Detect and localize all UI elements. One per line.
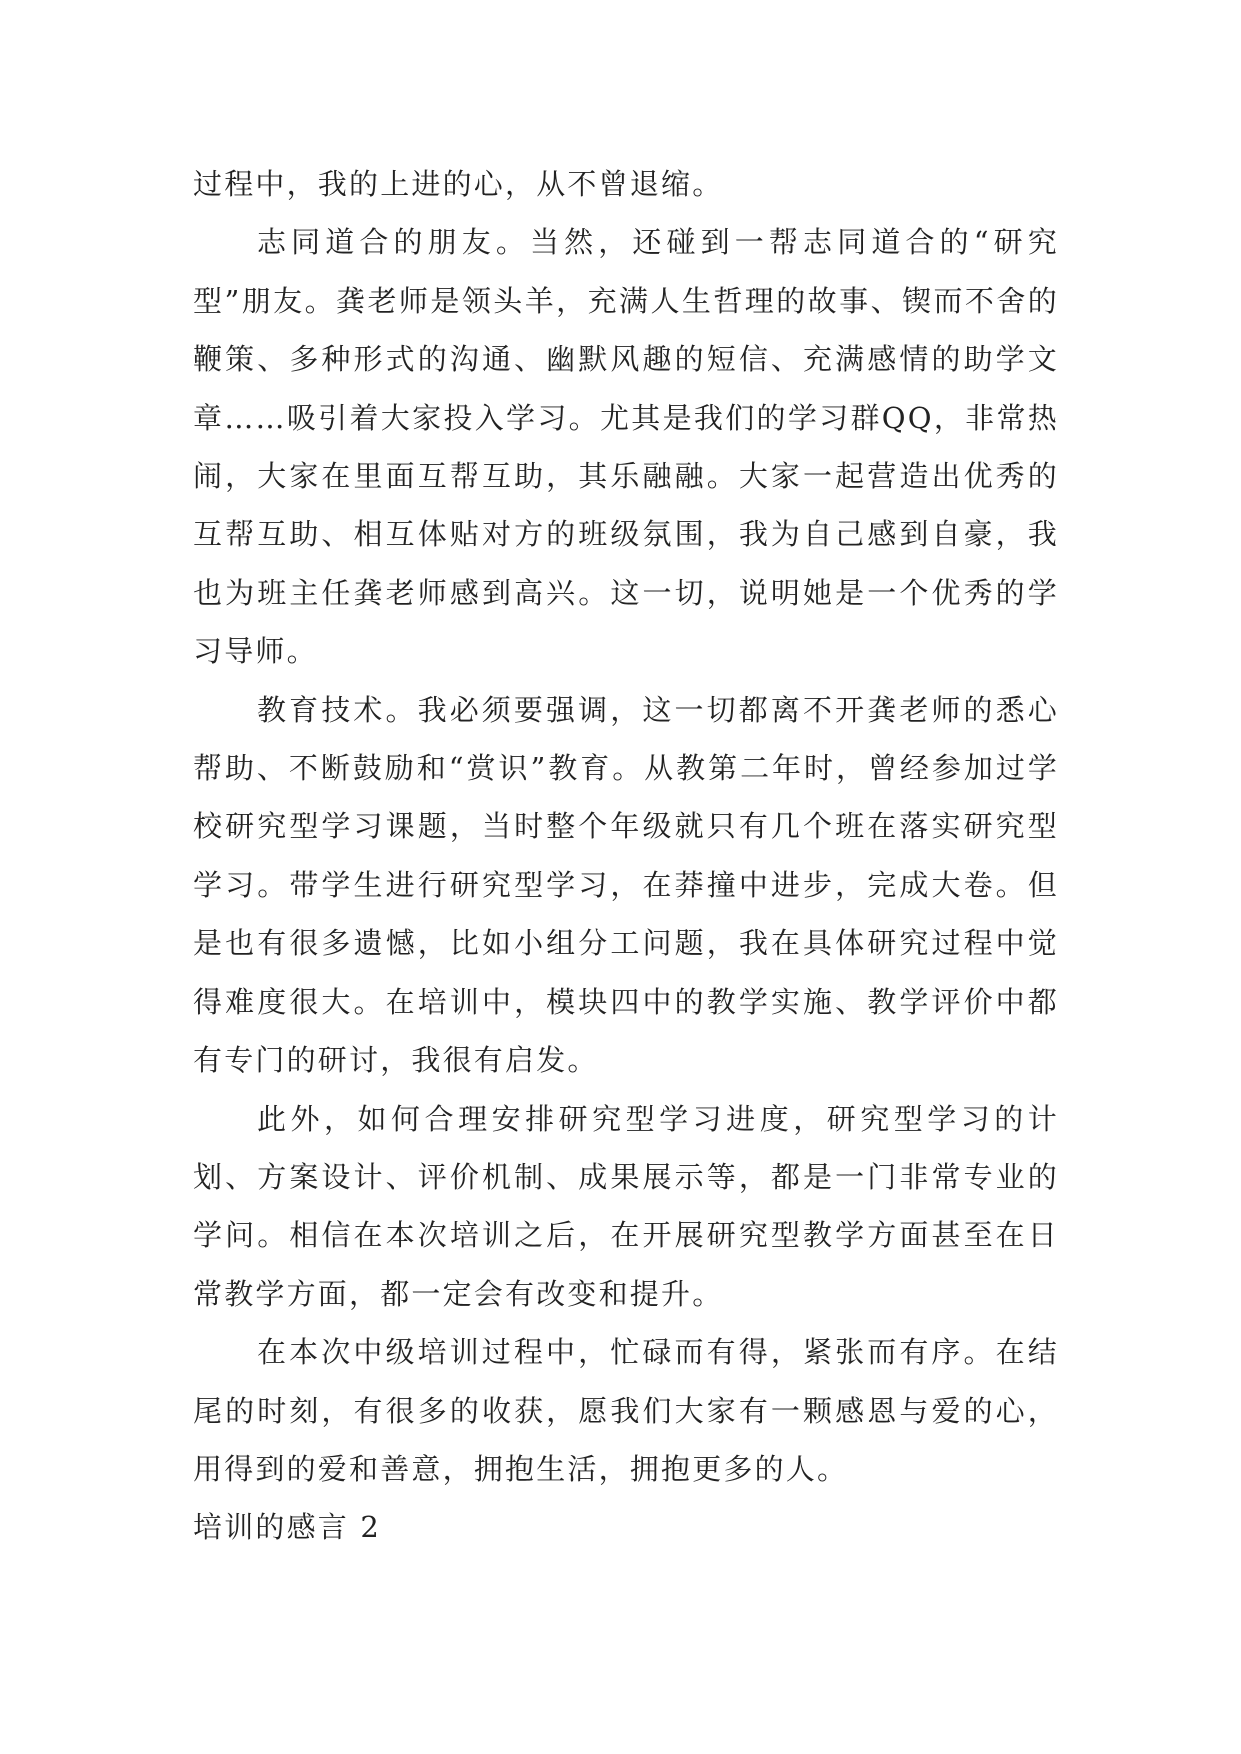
- paragraph-conclusion: 在本次中级培训过程中，忙碌而有得，紧张而有序。在结尾的时刻，有很多的收获，愿我们大家有一颗感恩与爱的心，用得到的爱和善意，拥抱生活，拥抱更多的人。: [193, 1335, 1059, 1486]
- section-heading: 培训的感言 2: [193, 1510, 382, 1545]
- paragraph-like-minded-friends: 志同道合的朋友。当然，还碰到一帮志同道合的“研究型”朋友。龚老师是领头羊，充满人生哲理的故事、锲而不舍的鞭策、多种形式的沟通、幽默风趣的短信、充满感情的助学文章……吸引着大家投入学习。尤其是我们的学习群QQ，非常热闹，大家在里面互帮互助，其乐融融。大家一起营造出优秀的互帮互助、相互体贴对方的班级氛围，我为自己感到自豪，我也为班主任龚老师感到高兴。这一切，说明她是一个优秀的学习导师。: [193, 225, 1059, 669]
- paragraph-research-learning: 此外，如何合理安排研究型学习进度，研究型学习的计划、方案设计、评价机制、成果展示等，都是一门非常专业的学问。相信在本次培训之后，在开展研究型教学方面甚至在日常教学方面，都一定会有改变和提升。: [193, 1101, 1059, 1311]
- paragraph-education-technology: 教育技术。我必须要强调，这一切都离不开龚老师的悉心帮助、不断鼓励和“赏识”教育。从教第二年时，曾经参加过学校研究型学习课题，当时整个年级就只有几个班在落实研究型学习。带学生进行研究型学习，在莽撞中进步，完成大卷。但是也有很多遗憾，比如小组分工问题，我在具体研究过程中觉得难度很大。在培训中，模块四中的教学实施、教学评价中都有专门的研讨，我很有启发。: [193, 692, 1059, 1078]
- paragraph-continuation: 过程中，我的上进的心，从不曾退缩。: [193, 167, 724, 201]
- document-body: [193, 155, 1059, 1557]
